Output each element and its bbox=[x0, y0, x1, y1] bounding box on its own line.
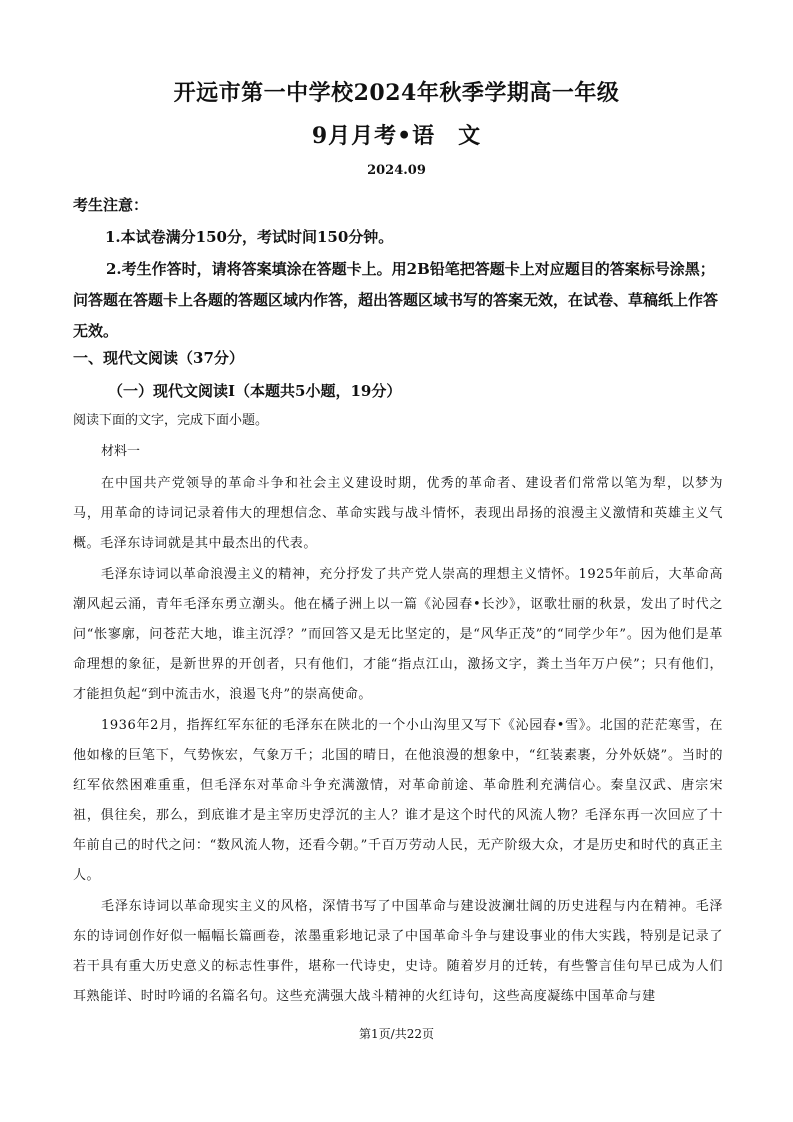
reading-instruction: 阅读下面的文字，完成下面小题。 bbox=[73, 413, 269, 428]
material-label: 材料一 bbox=[101, 444, 141, 459]
passage-paragraph: 在中国共产党领导的革命斗争和社会主义建设时期，优秀的革命者、建设者们常常以笔为犁，以梦为马，用革命的诗词记录着伟大的理想信念、革命实践与战斗情怀，表现出昂扬的浪漫主义激情和英雄主义气概。毛泽东诗词就是其中最杰出的代表。 bbox=[73, 476, 723, 551]
notice-item-1: 1.本试卷满分150分，考试时间150分钟。 bbox=[105, 228, 394, 246]
passage-paragraph: 毛泽东诗词以革命浪漫主义的精神，充分抒发了共产党人崇高的理想主义情怀。1925年前后，大革命高潮风起云涌，青年毛泽东勇立潮头。他在橘子洲上以一篇《沁园春•长沙》，讴歌壮丽的秋景，发出了时代之问“怅寥廓，问苍茫大地，谁主沉浮？”而回答又是无比坚定的，是“风华正茂”的“同学少年”。因为他们是革命理想的象征，是新世界的开创者，只有他们，才能“指点江山，激扬文字，粪土当年万户侯”；只有他们，才能担负起“到中流击水，浪遏飞舟”的崇高使命。 bbox=[73, 567, 723, 702]
passage-paragraph: 1936年2月，指挥红军东征的毛泽东在陕北的一个小山沟里又写下《沁园春•雪》。北国的茫茫寒雪，在他如椽的巨笔下，气势恢宏，气象万千；北国的晴日，在他浪漫的想象中，“红装素裹，分外妖娆”。当时的红军依然困难重重，但毛泽东对革命斗争充满激情，对革命前途、革命胜利充满信心。秦皇汉武、唐宗宋祖，俱往矣，那么，到底谁才是主宰历史浮沉的主人？谁才是这个时代的风流人物？毛泽东再一次回应了十年前自己的时代之问：“数风流人物，还看今朝。”千百万劳动人民，无产阶级大众，才是历史和时代的真正主人。 bbox=[73, 718, 723, 883]
exam-title-line2: 9月月考•语 文 bbox=[311, 123, 482, 149]
notice-item-2: 2.考生作答时，请将答案填涂在答题卡上。用2B铅笔把答题卡上对应题目的答案标号涂黑；问答题在答题卡上各题的答题区域内作答，超出答题区域书写的答案无效，在试卷、草稿纸上作答无效。 bbox=[73, 260, 719, 340]
section-title: 一、现代文阅读（37分） bbox=[73, 349, 244, 367]
passage-paragraph: 毛泽东诗词以革命现实主义的风格，深情书写了中国革命与建设波澜壮阔的历史进程与内在精神。毛泽东的诗词创作好似一幅幅长篇画卷，浓墨重彩地记录了中国革命斗争与建设事业的伟大实践，特别是记录了若干具有重大历史意义的标志性事件，堪称一代诗史，史诗。随着岁月的迁转，有些警言佳句早已成为人们耳熟能详、时时吟诵的名篇名句。这些充满强大战斗精神的火红诗句，这些高度凝练中国革命与建 bbox=[73, 899, 723, 1004]
section-subtitle: （一）现代文阅读Ⅰ（本题共5小题，19分） bbox=[108, 382, 402, 400]
exam-title-line1: 开远市第一中学校2024年秋季学期高一年级 bbox=[173, 80, 620, 106]
page-indicator: 第1页/共22页 bbox=[359, 1027, 434, 1041]
exam-date: 2024.09 bbox=[367, 163, 426, 178]
passage-body bbox=[73, 469, 723, 1012]
notice-heading: 考生注意： bbox=[73, 196, 149, 214]
